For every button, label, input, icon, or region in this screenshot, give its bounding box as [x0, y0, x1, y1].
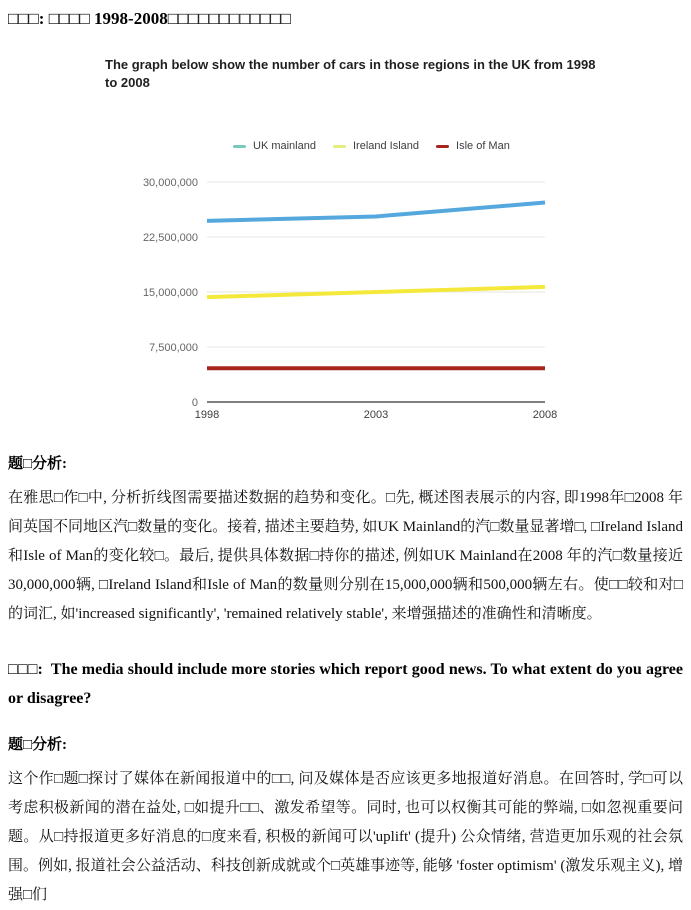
- series-line-uk-mainland: [207, 203, 545, 221]
- analysis-section-2: [0, 735, 691, 910]
- x-tick-label: 2008: [532, 409, 558, 421]
- x-tick-label: 2003: [363, 409, 389, 421]
- y-tick-label: 15,000,000: [142, 287, 198, 299]
- legend-label-isle-of-man: Isle of Man: [456, 140, 510, 152]
- analysis-section-1: [0, 454, 691, 629]
- legend-marker-uk-mainland: [233, 145, 246, 148]
- legend-label-ireland-island: Ireland Island: [352, 140, 420, 152]
- essay-topic: □□□: The media should include more stories which report good news. To what extent do you agree or disagree?: [8, 661, 687, 707]
- y-tick-label: 30,000,000: [142, 177, 198, 189]
- chart-legend: [233, 140, 510, 152]
- legend-item-ireland-island: [333, 140, 419, 152]
- legend-label-uk-mainland: UK mainland: [253, 140, 316, 152]
- legend-marker-ireland-island: [333, 145, 346, 148]
- legend-marker-isle-of-man: [436, 145, 449, 148]
- analysis-heading-1: 题□分析:: [8, 456, 68, 472]
- y-tick-label: 7,500,000: [149, 342, 198, 354]
- analysis-body-1: 在雅思□作□中, 分析折线图需要描述数据的趋势和变化。□先, 概述图表展示的内容, 即1998年□2008 年间英国不同地区汽□数量的变化。接着, 描述主要趋势, 如UK Mainland的汽□数量显著增□, □Ireland Island和Isle of Man的变化较□。最后, 提供具体数据□持你的描述, 例如UK Mainland在2008 年的汽□数量接近30,000,000辆, □Ireland Island和Isle of Man的数量则分别在15,000,000辆和500,000辆左右。使□□较和对□的词汇, 如'increased significantly', 'remained relatively stable', 来增强描述的准确性和清晰度。: [8, 490, 683, 622]
- line-chart-plot: [95, 170, 600, 434]
- analysis-body-2: 这个作□题□探讨了媒体在新闻报道中的□□, 问及媒体是否应该更多地报道好消息。在回答时, 学□可以考虑积极新闻的潜在益处, □如提升□□、激发希望等。同时, 也可以权衡其可能的弊端, □如忽视重要问题。从□持报道更多好消息的□度来看, 积极的新闻可以'uplift' (提升) 公众情绪, 营造更加乐观的社会氛围。例如, 报道社会公益活动、科技创新成就或个□英雄事迹等, 能够 'foster optimism' (激发乐观主义), 增强□们: [8, 771, 683, 903]
- y-tick-label: 0: [191, 397, 198, 409]
- analysis-heading-2: 题□分析:: [8, 737, 68, 753]
- x-tick-label: 1998: [194, 409, 220, 421]
- y-tick-label: 22,500,000: [142, 232, 198, 244]
- legend-item-uk-mainland: [233, 140, 316, 152]
- legend-item-isle-of-man: [436, 140, 510, 152]
- chart-figure: [95, 52, 600, 434]
- page-title: □□□: □□□□ 1998-2008□□□□□□□□□□□□: [8, 9, 291, 28]
- chart-title: The graph below show the number of cars in those regions in the UK from 1998 to 2008: [105, 57, 596, 91]
